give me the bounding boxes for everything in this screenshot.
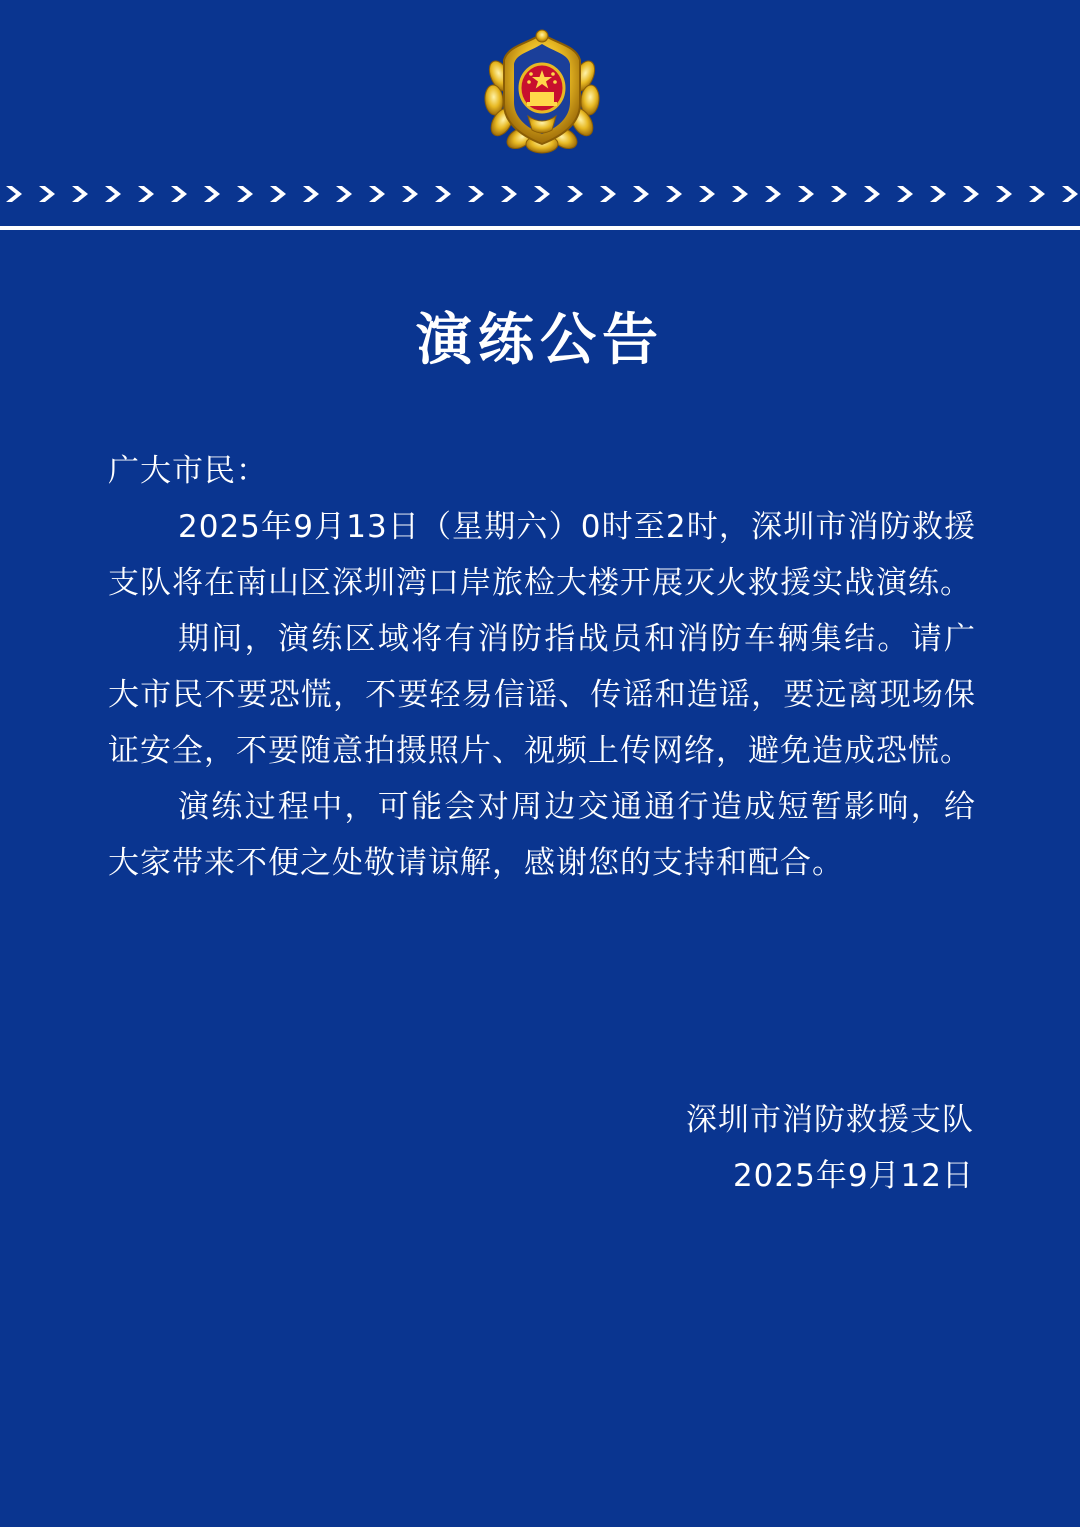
chevron-right-icon xyxy=(204,186,220,202)
chevron-right-icon xyxy=(138,186,154,202)
signature-organization: 深圳市消防救援支队 xyxy=(686,1102,974,1138)
chevron-right-icon xyxy=(633,186,649,202)
paragraph-3: 演练过程中，可能会对周边交通通行造成短暂影响，给大家带来不便之处敬请谅解，感谢您的支持和配合。 xyxy=(108,789,976,881)
chevron-right-icon xyxy=(369,186,385,202)
header-divider xyxy=(0,226,1080,230)
salutation: 广大市民： xyxy=(108,453,268,489)
chevron-right-icon xyxy=(270,186,286,202)
chevron-right-icon xyxy=(600,186,616,202)
notice-body xyxy=(108,443,976,891)
chevron-right-icon xyxy=(699,186,715,202)
chevron-right-icon xyxy=(897,186,913,202)
chevron-right-icon xyxy=(798,186,814,202)
chevron-right-icon xyxy=(996,186,1012,202)
paragraph-2: 期间，演练区域将有消防指战员和消防车辆集结。请广大市民不要恐慌，不要轻易信谣、传谣和造谣，要远离现场保证安全，不要随意拍摄照片、视频上传网络，避免造成恐慌。 xyxy=(108,621,976,769)
signature-date: 2025年9月12日 xyxy=(732,1158,974,1194)
chevron-right-icon xyxy=(171,186,187,202)
chevron-right-icon xyxy=(501,186,517,202)
chevron-right-icon xyxy=(732,186,748,202)
chevron-right-icon xyxy=(105,186,121,202)
chevron-right-icon xyxy=(963,186,979,202)
chevron-right-icon xyxy=(435,186,451,202)
chevron-right-icon xyxy=(468,186,484,202)
chevron-right-icon xyxy=(336,186,352,202)
chevron-right-icon xyxy=(237,186,253,202)
chevron-right-icon xyxy=(831,186,847,202)
chevron-right-icon xyxy=(303,186,319,202)
chevron-right-icon xyxy=(1029,186,1045,202)
chevron-right-icon xyxy=(864,186,880,202)
paragraph-1: 2025年9月13日（星期六）0时至2时，深圳市消防救援支队将在南山区深圳湾口岸旅检大楼开展灭火救援实战演练。 xyxy=(108,509,976,601)
chevron-band xyxy=(0,180,1080,208)
chevron-right-icon xyxy=(534,186,550,202)
chevron-right-icon xyxy=(567,186,583,202)
notice-title: 演练公告 xyxy=(416,307,664,373)
chevron-right-icon xyxy=(930,186,946,202)
fire-rescue-emblem-icon xyxy=(480,26,604,154)
chevron-right-icon xyxy=(39,186,55,202)
chevron-right-icon xyxy=(666,186,682,202)
chevron-right-icon xyxy=(402,186,418,202)
chevron-right-icon xyxy=(72,186,88,202)
chevron-right-icon xyxy=(6,186,22,202)
chevron-right-icon xyxy=(1062,186,1078,202)
signature-block xyxy=(686,1092,974,1204)
chevron-right-icon xyxy=(765,186,781,202)
